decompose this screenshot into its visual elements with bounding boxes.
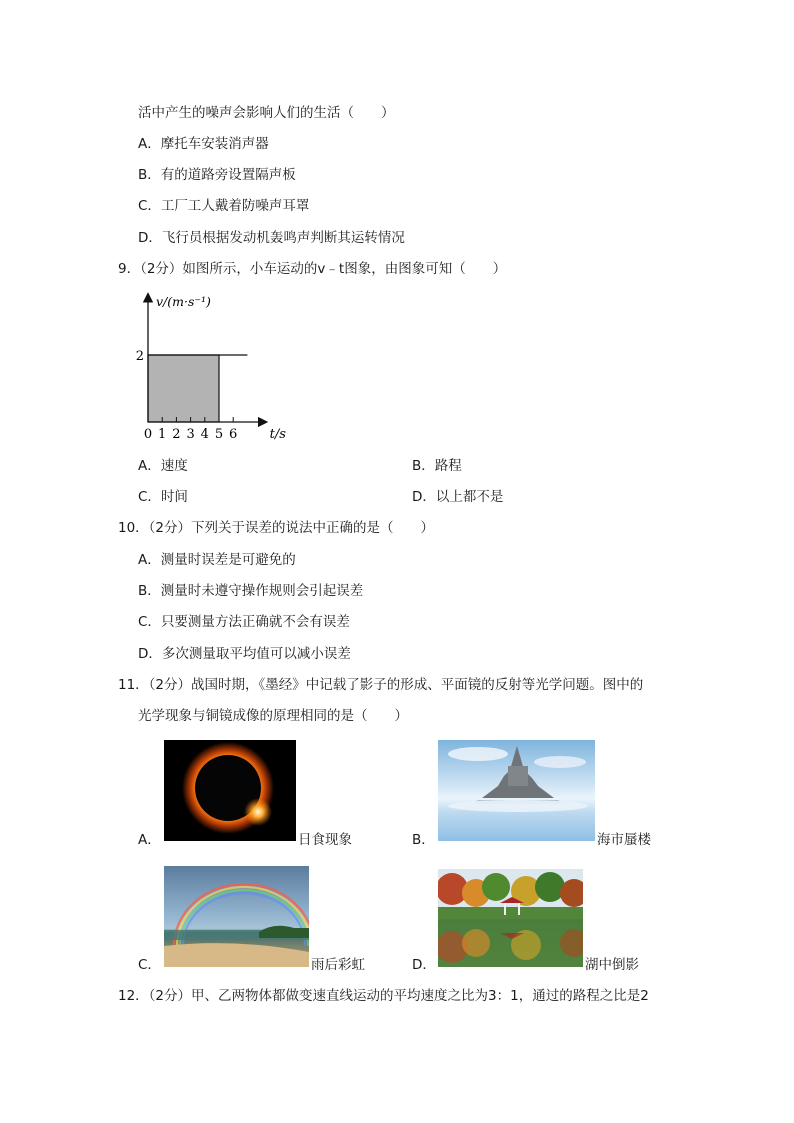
option-label: A．: [138, 136, 161, 152]
q11-option-a-caption: 日食现象: [298, 832, 352, 848]
x-tick-label: 2: [172, 427, 181, 442]
q11-option-d-label[interactable]: D．: [412, 957, 436, 973]
option-text: 速度: [160, 458, 188, 474]
x-tick-label: 4: [200, 427, 209, 442]
q11-option-a-label[interactable]: A．: [138, 832, 161, 848]
q11-option-b-caption: 海市蜃楼: [597, 832, 651, 848]
option-label: B．: [138, 167, 161, 183]
question-10-stem: 10．（2分）下列关于误差的说法中正确的是（ ）: [118, 520, 435, 536]
q10-option-a[interactable]: [138, 551, 296, 569]
option-label: D．: [138, 646, 162, 662]
q11-option-c-caption: 雨后彩虹: [311, 957, 365, 973]
question-12-stem: 12．（2分）甲、乙两物体都做变速直线运动的平均速度之比为3：1，通过的路程之比是2: [118, 988, 649, 1004]
q8-option-b[interactable]: [138, 166, 296, 184]
option-label: B．: [412, 458, 435, 474]
option-text: 时间: [160, 489, 188, 505]
question-11-stem-line1: 11．（2分）战国时期，《墨经》中记载了影子的形成、平面镜的反射等光学问题。图中的: [118, 677, 644, 693]
q8-option-c[interactable]: [138, 197, 309, 215]
lake-reflection-image[interactable]: [438, 869, 583, 967]
option-text: 有的道路旁设置隔声板: [160, 167, 296, 183]
q9-option-c[interactable]: [138, 488, 188, 506]
x-tick-label: 5: [214, 427, 224, 442]
option-text: 工厂工人戴着防噪声耳罩: [160, 198, 310, 214]
option-text: 摩托车安装消声器: [160, 136, 269, 152]
option-label: C．: [138, 198, 161, 214]
question-9-stem: 9．（2分）如图所示，小车运动的v﹣t图象，由图象可知（ ）: [118, 261, 507, 277]
mirage-image[interactable]: [438, 740, 595, 841]
y-tick-label: 2: [135, 349, 144, 364]
q10-option-c[interactable]: [138, 613, 350, 631]
option-label: A．: [138, 552, 161, 568]
x-tick-label: 1: [158, 427, 167, 442]
option-label: B．: [138, 583, 161, 599]
q9-option-b[interactable]: [412, 457, 462, 475]
q8-option-a[interactable]: [138, 135, 269, 153]
question-11-stem-line2: 光学现象与铜镜成像的原理相同的是（ ）: [138, 708, 408, 724]
q10-option-d[interactable]: [138, 645, 351, 663]
option-label: A．: [138, 458, 161, 474]
q11-option-c-label[interactable]: C．: [138, 957, 161, 973]
solar-eclipse-image[interactable]: [164, 740, 296, 841]
q8-option-d[interactable]: [138, 229, 405, 247]
x-tick-label: 3: [186, 427, 195, 442]
question-8-stem-continued: 活中产生的噪声会影响人们的生活（ ）: [138, 105, 395, 121]
option-label: D．: [412, 489, 436, 505]
option-text: 多次测量取平均值可以减小误差: [161, 646, 351, 662]
option-text: 测量时误差是可避免的: [160, 552, 296, 568]
shaded-area-rect: [148, 355, 219, 422]
option-text: 路程: [434, 458, 462, 474]
q10-option-b[interactable]: [138, 582, 363, 600]
q11-option-b-label[interactable]: B．: [412, 832, 435, 848]
option-text: 只要测量方法正确就不会有误差: [160, 614, 350, 630]
q9-option-a[interactable]: [138, 457, 188, 475]
option-text: 飞行员根据发动机轰鸣声判断其运转情况: [161, 230, 405, 246]
q9-option-d[interactable]: [412, 488, 503, 506]
vt-graph: [130, 288, 290, 446]
x-tick-label: 0: [143, 427, 153, 442]
option-label: D．: [138, 230, 162, 246]
option-text: 以上都不是: [435, 489, 504, 505]
option-label: C．: [138, 614, 161, 630]
option-text: 测量时未遵守操作规则会引起误差: [160, 583, 364, 599]
rainbow-image[interactable]: [164, 866, 309, 967]
option-label: C．: [138, 489, 161, 505]
x-axis-label: t/s: [269, 427, 286, 442]
q11-option-d-caption: 湖中倒影: [585, 957, 639, 973]
y-axis-label: v/(m·s⁻¹): [156, 294, 211, 309]
x-tick-label: 6: [229, 427, 238, 442]
